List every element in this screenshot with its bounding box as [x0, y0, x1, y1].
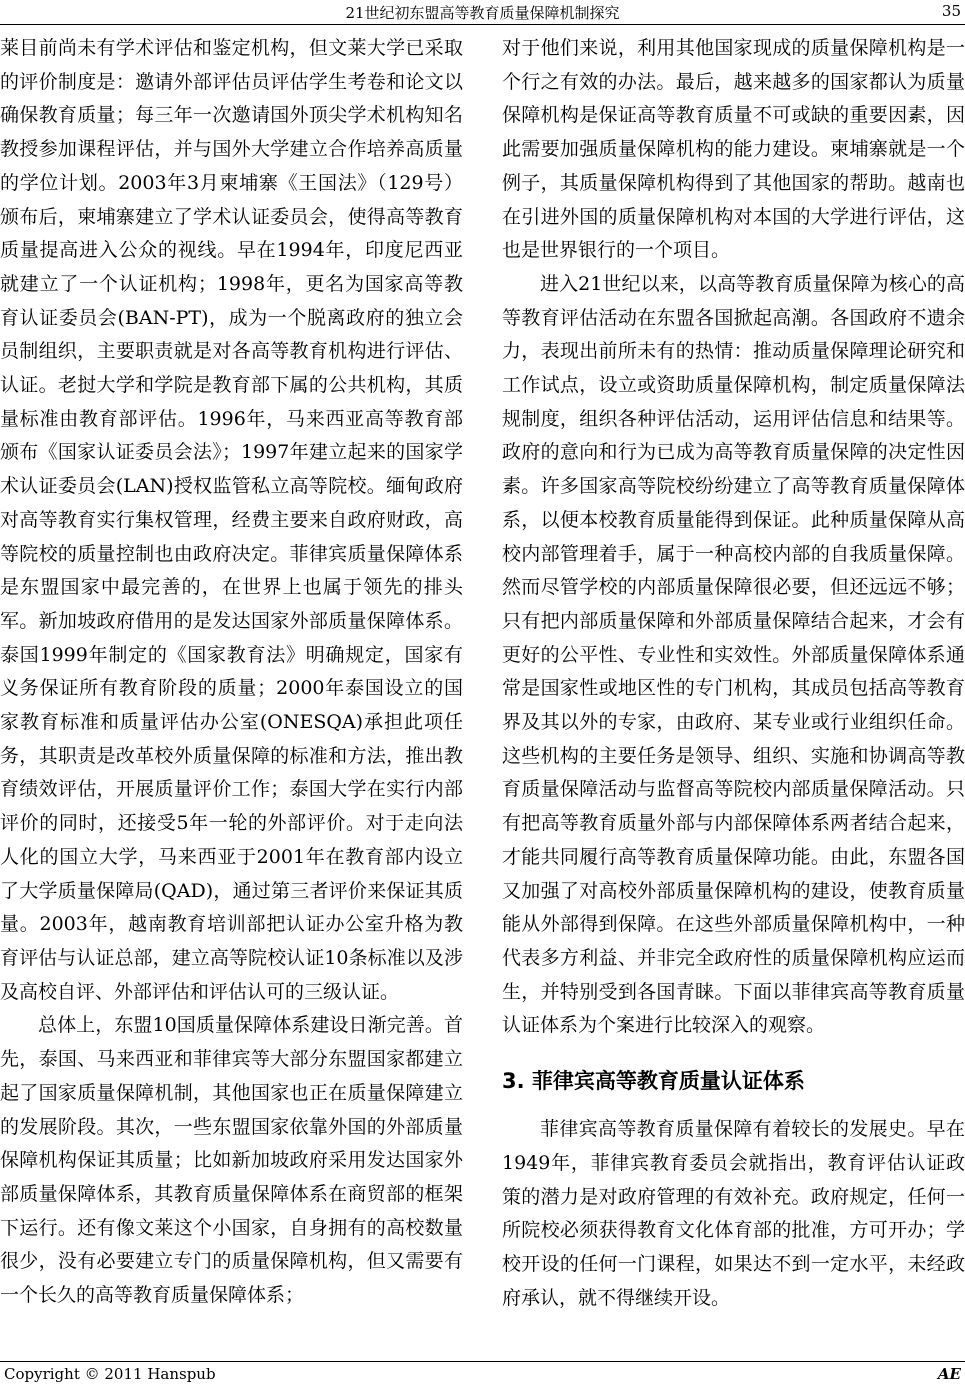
- left-column: [0, 32, 463, 1313]
- copyright-notice: Copyright © 2011 Hanspub: [4, 1365, 216, 1383]
- paragraph: 进入21世纪以来，以高等教育质量保障为核心的高等教育评估活动在东盟各国掀起高潮。各国政府不遗余力，表现出前所未有的热情：推动质量保障理论研究和工作试点，设立或资助质量保障机构，制定质量保障法规制度，组织各种评估活动，运用评估信息和结果等。政府的意向和行为已成为高等教育质量保障的决定性因素。许多国家高等院校纷纷建立了高等教育质量保障体系，以便本校教育质量能得到保证。此种质量保障从高校内部管理着手，属于一种高校内部的自我质量保障。然而尽管学校的内部质量保障很必要，但还远远不够；只有把内部质量保障和外部质量保障结合起来，才会有更好的公平性、专业性和实效性。外部质量保障体系通常是国家性或地区性的专门机构，其成员包括高等教育界及其以外的专家，由政府、某专业或行业组织任命。这些机构的主要任务是领导、组织、实施和协调高等教育质量保障活动与监督高等院校内部质量保障活动。只有把高等教育质量外部与内部保障体系两者结合起来，才能共同履行高等教育质量保障功能。由此，东盟各国又加强了对高校外部质量保障机构的建设，使教育质量能从外部得到保障。在这些外部质量保障机构中，一种代表多方利益、并非完全政府性的质量保障机构应运而生，并特别受到各国青睐。下面以菲律宾高等教育质量认证体系为个案进行比较深入的观察。: [502, 272, 965, 1037]
- journal-abbrev: AE: [937, 1365, 961, 1383]
- page-footer: [0, 1361, 965, 1387]
- paragraph: 对于他们来说，利用其他国家现成的质量保障机构是一个行之有效的办法。最后，越来越多的国家都认为质量保障机构是保证高等教育质量不可或缺的重要因素，因此需要加强质量保障机构的能力建设。柬埔寨就是一个例子，其质量保障机构得到了其他国家的帮助。越南也在引进外国的质量保障机构对本国的大学进行评估，这也是世界银行的一个项目。: [502, 37, 965, 262]
- page-number: 35: [941, 2, 961, 20]
- page-header: [0, 0, 965, 25]
- section-heading: 3. 菲律宾高等教育质量认证体系: [502, 1069, 805, 1094]
- paragraph: 莱目前尚未有学术评估和鉴定机构，但文莱大学已采取的评价制度是：邀请外部评估员评估学生考卷和论文以确保教育质量；每三年一次邀请国外顶尖学术机构知名教授参加课程评估，并与国外大学建立合作培养高质量的学位计划。2003年3月柬埔寨《王国法》（129号）颁布后，柬埔寨建立了学术认证委员会，使得高等教育质量提高进入公众的视线。早在1994年，印度尼西亚就建立了一个认证机构；1998年，更名为国家高等教育认证委员会(BAN-PT)，成为一个脱离政府的独立会员制组织，主要职责就是对各高等教育机构进行评估、认证。老挝大学和学院是教育部下属的公共机构，其质量标准由教育部评估。1996年，马来西亚高等教育部颁布《国家认证委员会法》；1997年建立起来的国家学术认证委员会(LAN)授权监管私立高等院校。缅甸政府对高等教育实行集权管理，经费主要来自政府财政，高等院校的质量控制也由政府决定。菲律宾质量保障体系是东盟国家中最完善的，在世界上也属于领先的排头军。新加坡政府借用的是发达国家外部质量保障体系。泰国1999年制定的《国家教育法》明确规定，国家有义务保证所有教育阶段的质量；2000年泰国设立的国家教育标准和质量评估办公室(ONESQA)承担此项任务，其职责是改革校外质量保障的标准和方法，推出教育绩效评估，开展质量评价工作；泰国大学在实行内部评价的同时，还接受5年一轮的外部评价。对于走向法人化的国立大学，马来西亚于2001年在教育部内设立了大学质量保障局(QAD)，通过第三者评价来保证其质量。2003年，越南教育培训部把认证办公室升格为教育评估与认证总部，建立高等院校认证10条标准以及涉及高校自评、外部评估和评估认可的三级认证。: [0, 37, 463, 1003]
- running-title: 21世纪初东盟高等教育质量保障机制探究: [345, 4, 620, 22]
- right-column: [502, 32, 965, 1315]
- paragraph: 总体上，东盟10国质量保障体系建设日渐完善。首先，泰国、马来西亚和菲律宾等大部分东盟国家都建立起了国家质量保障机制，其他国家也正在质量保障建立的发展阶段。其次，一些东盟国家依靠外国的外部质量保障机构保证其质量；比如新加坡政府采用发达国家外部质量保障体系，其教育质量保障体系在商贸部的框架下运行。还有像文莱这个小国家，自身拥有的高校数量很少，没有必要建立专门的质量保障机构，但又需要有一个长久的高等教育质量保障体系；: [0, 1014, 463, 1307]
- paragraph: 菲律宾高等教育质量保障有着较长的发展史。早在1949年，菲律宾教育委员会就指出，教育评估认证政策的潜力是对政府管理的有效补充。政府规定，任何一所院校必须获得教育文化体育部的批准，方可开办；学校开设的任何一门课程，如果达不到一定水平，未经政府承认，就不得继续开设。: [502, 1118, 965, 1309]
